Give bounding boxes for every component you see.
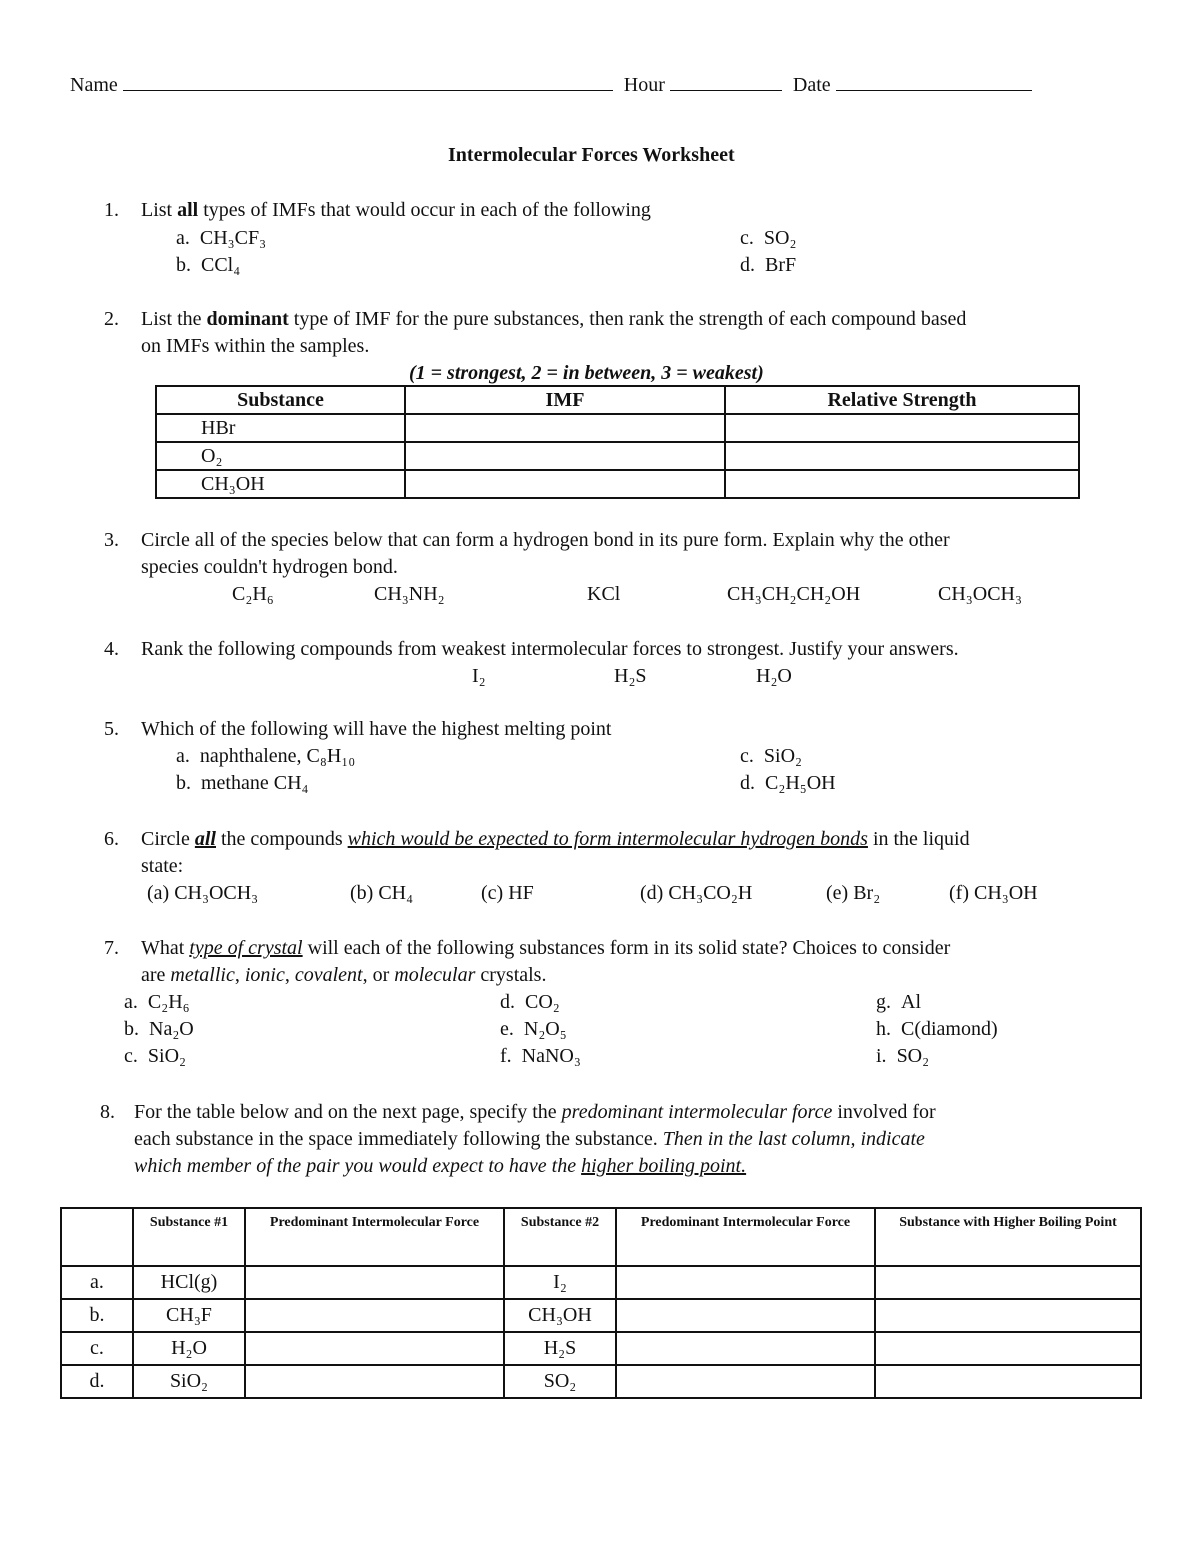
q7-item-h — [876, 1016, 998, 1042]
q5-line1: Which of the following will have the highest melting point — [141, 718, 612, 740]
q4-species-1: I₂ — [472, 665, 486, 687]
q7-item-b — [124, 1016, 194, 1042]
strength-answer-cell[interactable] — [725, 470, 1079, 498]
q1-text-b: all — [177, 199, 199, 221]
item-letter: d. — [740, 254, 755, 276]
q7-item-e — [500, 1016, 567, 1042]
table-row — [156, 414, 1079, 442]
q7-item-f — [500, 1043, 581, 1069]
item-letter: i. — [876, 1045, 887, 1067]
item-letter: c. — [740, 227, 754, 249]
formula: CCl₄ — [201, 254, 241, 276]
q7-l2f: covalent — [294, 964, 363, 986]
formula: naphthalene, C₈H₁₀ — [199, 745, 356, 767]
row-letter: a. — [61, 1266, 133, 1299]
q6-t3: the compounds — [216, 828, 348, 850]
q3-species-5[interactable]: CH₃OCH₃ — [938, 583, 1022, 605]
q5-item-a[interactable] — [176, 743, 355, 769]
q6-t2: all — [194, 828, 216, 850]
item-letter: h. — [876, 1018, 891, 1040]
q2-note: (1 = strongest, 2 = in between, 3 = weakest) — [409, 362, 764, 384]
q7-t3: will each of the following substances form in its solid state? Choices to consider — [302, 937, 951, 959]
name-field[interactable] — [123, 72, 613, 91]
q7-item-c — [124, 1043, 186, 1069]
item-letter: b. — [124, 1018, 139, 1040]
name-row — [70, 72, 1032, 98]
q7-l2d: ionic — [244, 964, 285, 986]
imf-1-answer-cell[interactable] — [245, 1332, 504, 1365]
q4-line1: Rank the following compounds from weakest intermolecular forces to strongest. Justify your answers. — [141, 638, 959, 660]
q8-line3 — [134, 1153, 746, 1179]
q3-line1: Circle all of the species below that can form a hydrogen bond in its pure form. Explain why the other — [141, 529, 950, 551]
q3-species-3[interactable]: KCl — [587, 583, 621, 605]
imf-2-answer-cell[interactable] — [616, 1332, 875, 1365]
item-letter: c. — [740, 745, 754, 767]
q6-option-e[interactable]: (e) Br₂ — [826, 882, 881, 904]
formula: Al — [901, 991, 921, 1013]
col-header: Relative Strength — [725, 386, 1079, 414]
q1-number: 1. — [104, 199, 119, 221]
q6-t4: which would be expected to form intermolecular hydrogen bonds — [347, 828, 868, 850]
table-row — [156, 470, 1079, 498]
q6-option-b[interactable]: (b) CH₄ — [350, 882, 414, 904]
table-row — [61, 1365, 1141, 1398]
q1-prompt — [141, 197, 651, 223]
substance-2-cell: SO₂ — [504, 1365, 616, 1398]
q8-l2b: Then in the last column, indicate — [662, 1128, 925, 1150]
imf-1-answer-cell[interactable] — [245, 1299, 504, 1332]
substance-1-cell: H₂O — [133, 1332, 245, 1365]
boiling-answer-cell[interactable] — [875, 1332, 1141, 1365]
item-letter: f. — [500, 1045, 512, 1067]
q4-species-3: H₂O — [756, 665, 792, 687]
q6-option-c[interactable]: (c) HF — [481, 882, 534, 904]
q7-l2b: metallic — [170, 964, 235, 986]
item-letter: b. — [176, 772, 191, 794]
q2-text-c: type of IMF for the pure substances, then rank the strength of each compound based — [288, 308, 967, 330]
q1-text-c: types of IMFs that would occur in each of the following — [198, 199, 651, 221]
q5-item-c[interactable] — [740, 743, 802, 769]
row-letter: b. — [61, 1299, 133, 1332]
formula: SiO₂ — [147, 1045, 186, 1067]
imf-answer-cell[interactable] — [405, 470, 725, 498]
strength-answer-cell[interactable] — [725, 414, 1079, 442]
substance-1-cell: HCl(g) — [133, 1266, 245, 1299]
item-letter: b. — [176, 254, 191, 276]
q2-table — [155, 385, 1080, 499]
q3-line2: species couldn't hydrogen bond. — [141, 556, 398, 578]
q8-l1c: involved for — [832, 1101, 936, 1123]
q7-prompt — [141, 935, 950, 961]
formula: BrF — [765, 254, 797, 276]
strength-answer-cell[interactable] — [725, 442, 1079, 470]
q6-prompt — [141, 826, 970, 852]
q2-text-a: List the — [141, 308, 207, 330]
q7-t1: What — [141, 937, 190, 959]
substance-cell: HBr — [156, 414, 405, 442]
q8-line2 — [134, 1126, 925, 1152]
col-header: Substance #2 — [504, 1208, 616, 1266]
item-letter: d. — [500, 991, 515, 1013]
formula: SO₂ — [896, 1045, 930, 1067]
q7-l2e: , — [284, 964, 295, 986]
q3-species-4[interactable]: CH₃CH₂CH₂OH — [727, 583, 861, 605]
substance-cell: O₂ — [156, 442, 405, 470]
q7-item-d — [500, 989, 560, 1015]
q6-option-d[interactable]: (d) CH₃CO₂H — [640, 882, 753, 904]
q1-item-c — [740, 225, 796, 251]
q6-line2: state: — [141, 855, 184, 877]
hour-field[interactable] — [670, 72, 782, 91]
q7-l2g: , or — [362, 964, 395, 986]
date-label: Date — [792, 74, 831, 96]
item-letter: a. — [176, 227, 190, 249]
q8-l1a: For the table below and on the next page, specify the — [134, 1101, 562, 1123]
col-header: IMF — [405, 386, 725, 414]
q6-option-a[interactable]: (a) CH₃OCH₃ — [147, 882, 259, 904]
item-letter: a. — [176, 745, 190, 767]
substance-1-cell: SiO₂ — [133, 1365, 245, 1398]
row-letter: c. — [61, 1332, 133, 1365]
imf-2-answer-cell[interactable] — [616, 1365, 875, 1398]
q2-text-b: dominant — [206, 308, 289, 330]
q2-line2: on IMFs within the samples. — [141, 335, 370, 357]
formula: C₂H₆ — [147, 991, 190, 1013]
q7-line2 — [141, 962, 546, 988]
row-letter: d. — [61, 1365, 133, 1398]
boiling-answer-cell[interactable] — [875, 1266, 1141, 1299]
item-letter: c. — [124, 1045, 138, 1067]
q3-species-2[interactable]: CH₃NH₂ — [374, 583, 445, 605]
item-letter: g. — [876, 991, 891, 1013]
q1-item-a — [176, 225, 266, 251]
q8-number: 8. — [100, 1101, 115, 1123]
q6-option-f[interactable]: (f) CH₃OH — [949, 882, 1038, 904]
item-letter: e. — [500, 1018, 514, 1040]
q2-number: 2. — [104, 308, 119, 330]
formula: CO₂ — [525, 991, 560, 1013]
page-title: Intermolecular Forces Worksheet — [448, 144, 735, 166]
q6-t5: in the liquid — [867, 828, 970, 850]
item-letter: d. — [740, 772, 755, 794]
q8-l3b: higher boiling point. — [581, 1155, 747, 1177]
q1-text-a: List — [141, 199, 178, 221]
q5-item-b[interactable] — [176, 770, 309, 796]
q7-number: 7. — [104, 937, 119, 959]
formula: methane CH₄ — [201, 772, 309, 794]
formula: NaNO₃ — [521, 1045, 581, 1067]
q7-item-g — [876, 989, 921, 1015]
q1-item-b — [176, 252, 240, 278]
substance-1-cell: CH₃F — [133, 1299, 245, 1332]
imf-1-answer-cell[interactable] — [245, 1266, 504, 1299]
q7-l2a: are — [141, 964, 171, 986]
q7-l2h: molecular — [394, 964, 476, 986]
substance-2-cell: CH₃OH — [504, 1299, 616, 1332]
formula: SiO₂ — [763, 745, 802, 767]
q6-number: 6. — [104, 828, 119, 850]
date-field[interactable] — [836, 72, 1032, 91]
col-header: Predominant Intermolecular Force — [616, 1208, 875, 1266]
imf-2-answer-cell[interactable] — [616, 1266, 875, 1299]
q8-l1b: predominant intermolecular force — [561, 1101, 833, 1123]
formula: CH₃CF₃ — [199, 227, 267, 249]
imf-answer-cell[interactable] — [405, 414, 725, 442]
q7-t2: type of crystal — [189, 937, 303, 959]
imf-2-answer-cell[interactable] — [616, 1299, 875, 1332]
q8-table — [60, 1207, 1142, 1399]
table-row — [61, 1266, 1141, 1299]
q8-l3a: which member of the pair you would expect to have the — [134, 1155, 582, 1177]
q4-number: 4. — [104, 638, 119, 660]
imf-1-answer-cell[interactable] — [245, 1365, 504, 1398]
table-row — [156, 442, 1079, 470]
substance-2-cell: I₂ — [504, 1266, 616, 1299]
formula: N₂O₅ — [523, 1018, 567, 1040]
q2-prompt — [141, 306, 966, 332]
q3-species-1[interactable]: C₂H₆ — [232, 583, 274, 605]
formula: Na₂O — [149, 1018, 194, 1040]
q7-l2i: crystals. — [475, 964, 547, 986]
item-letter: a. — [124, 991, 138, 1013]
formula: C₂H₅OH — [765, 772, 836, 794]
corner-cell — [61, 1208, 133, 1266]
name-label: Name — [70, 74, 118, 96]
imf-answer-cell[interactable] — [405, 442, 725, 470]
formula: SO₂ — [763, 227, 797, 249]
col-header: Predominant Intermolecular Force — [245, 1208, 504, 1266]
col-header: Substance with Higher Boiling Point — [875, 1208, 1141, 1266]
formula: C(diamond) — [901, 1018, 998, 1040]
q7-item-a — [124, 989, 190, 1015]
table-row — [61, 1299, 1141, 1332]
q4-species-2: H₂S — [614, 665, 647, 687]
col-header: Substance — [156, 386, 405, 414]
q7-item-i — [876, 1043, 929, 1069]
q5-number: 5. — [104, 718, 119, 740]
q6-t1: Circle — [141, 828, 195, 850]
substance-cell: CH₃OH — [156, 470, 405, 498]
boiling-answer-cell[interactable] — [875, 1365, 1141, 1398]
boiling-answer-cell[interactable] — [875, 1299, 1141, 1332]
q5-item-d[interactable] — [740, 770, 836, 796]
q1-item-d — [740, 252, 796, 278]
hour-label: Hour — [623, 74, 665, 96]
substance-2-cell: H₂S — [504, 1332, 616, 1365]
col-header: Substance #1 — [133, 1208, 245, 1266]
q7-l2c: , — [234, 964, 245, 986]
table-row — [61, 1332, 1141, 1365]
q8-line1 — [134, 1099, 936, 1125]
q3-number: 3. — [104, 529, 119, 551]
q8-l2a: each substance in the space immediately following the substance. — [134, 1128, 663, 1150]
